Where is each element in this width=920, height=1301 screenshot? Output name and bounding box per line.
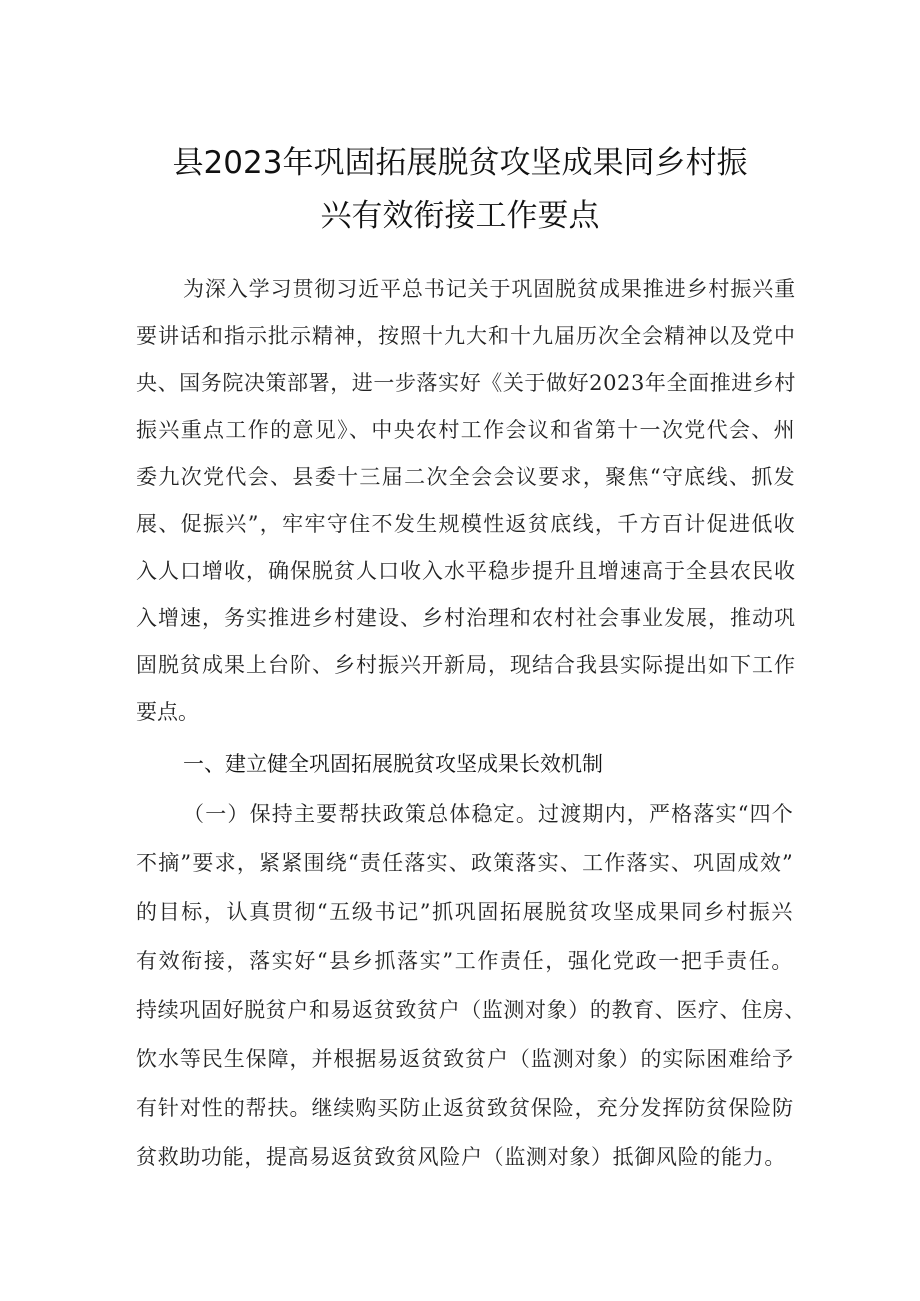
intro-line: 固脱贫成果上台阶、乡村振兴开新局，现结合我县实际提出如下工作: [136, 653, 796, 677]
section-paragraph-line: 有效衔接，落实好“县乡抓落实”工作责任，强化党政一把手责任。: [136, 949, 794, 973]
intro-line: 要讲话和指示批示精神，按照十九大和十九届历次全会精神以及党中: [136, 324, 796, 348]
intro-line: 委九次党代会、县委十三届二次全会会议要求，聚焦“守底线、抓发: [136, 465, 796, 489]
section-paragraph-line: （一）保持主要帮扶政策总体稳定。过渡期内，严格落实“四个: [183, 802, 794, 826]
intro-line: 央、国务院决策部署，进一步落实好《关于做好2023年全面推进乡村: [136, 371, 796, 395]
intro-line: 入人口增收，确保脱贫人口收入水平稳步提升且增速高于全县农民收: [136, 559, 796, 583]
section-paragraph-line: 不摘”要求，紧紧围绕“责任落实、政策落实、工作落实、巩固成效”: [136, 851, 794, 875]
section-paragraph-line: 有针对性的帮扶。继续购买防止返贫致贫保险，充分发挥防贫保险防: [136, 1096, 794, 1120]
section-paragraph-line: 的目标，认真贯彻“五级书记”抓巩固拓展脱贫攻坚成果同乡村振兴: [136, 900, 794, 924]
intro-line: 展、促振兴”，牢牢守住不发生规模性返贫底线，千方百计促进低收: [136, 512, 796, 536]
intro-line: 要点。: [136, 700, 199, 724]
intro-line: 入增速，务实推进乡村建设、乡村治理和农村社会事业发展，推动巩: [136, 606, 796, 630]
intro-line: 振兴重点工作的意见》、中央农村工作会议和省第十一次党代会、州: [136, 418, 796, 442]
intro-line: 为深入学习贯彻习近平总书记关于巩固脱贫成果推进乡村振兴重: [183, 277, 796, 301]
section-paragraph-line: 贫救助功能，提高易返贫致贫风险户（监测对象）抵御风险的能力。: [136, 1145, 786, 1169]
section-paragraph-line: 持续巩固好脱贫户和易返贫致贫户（监测对象）的教育、医疗、住房、: [136, 998, 806, 1022]
document-title-line-1: 县2023年巩固拓展脱贫攻坚成果同乡村振: [172, 145, 748, 181]
section-paragraph-line: 饮水等民生保障，并根据易返贫致贫户（监测对象）的实际困难给予: [136, 1047, 794, 1071]
section-heading: 一、建立健全巩固拓展脱贫攻坚成果长效机制: [183, 752, 603, 776]
document-title-line-2: 兴有效衔接工作要点: [320, 198, 600, 234]
